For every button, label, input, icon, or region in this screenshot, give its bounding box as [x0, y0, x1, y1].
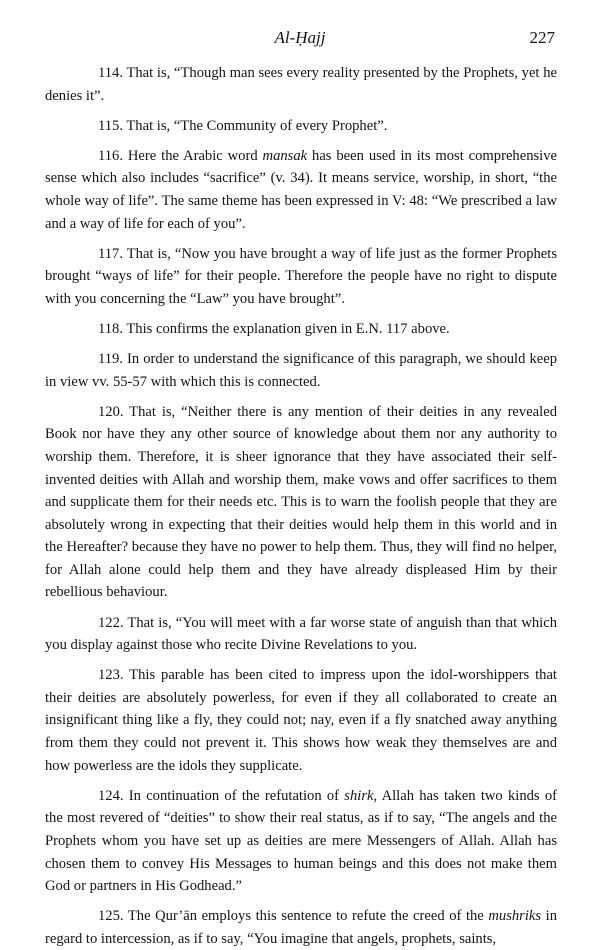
note-text: 118. This confirms the explanation given in E.N. 117 above.: [98, 320, 450, 337]
note-114: [45, 62, 557, 107]
note-115: [45, 115, 557, 138]
note-117: [45, 243, 557, 311]
note-text: 114. That is, “Though man sees every reality presented by the Prophets, yet he denies it”.: [45, 65, 557, 104]
note-124: [45, 785, 557, 898]
italic-term: shirk,: [344, 787, 378, 804]
note-text: 122. That is, “You will meet with a far worse state of anguish than that which you display against those who recite Divine Revelations to you.: [45, 614, 557, 654]
running-title: Al-Ḥajj: [274, 28, 326, 47]
note-119: [45, 348, 557, 393]
note-116: [45, 145, 557, 235]
note-text: 116. Here the Arabic word: [98, 147, 263, 164]
note-125: [45, 905, 557, 950]
note-text: 120. That is, “Neither there is any mention of their deities in any revealed Book nor have they any other source of knowledge about them nor any authority to worship them. Therefore, it is sheer ignorance that they have associated their self-invented deities with Allah and worship them, make vows and offer sacrifices to them and supplicate them for their needs etc. This is to warn the foolish people that they are absolutely wrong in expecting that their deities would help them in this world and in the Hereafter? because they have no power to help them. Thus, they will find no helper, for Allah alone could help them and they have already displeased Him by their rebellious behaviour.: [45, 403, 557, 601]
note-text: 125. The Qur’ān employs this sentence to refute the creed of the: [98, 908, 489, 925]
italic-term: mushriks: [488, 908, 542, 925]
note-120: [45, 401, 557, 604]
note-text: has been used in its most comprehensive sense which also includes “sacrifice” (v. 34). It means service, worship, in short, “the whole way of life”. The same theme has been expressed in V: 48: “We prescribed a law and a way of life for each of you”.: [45, 147, 557, 232]
note-118: [45, 318, 557, 341]
note-text: in regard to intercession, as if to say, “You imagine that angels, prophets, saints,: [45, 908, 557, 947]
note-123: [45, 664, 557, 777]
note-122: [45, 612, 557, 657]
note-text: Allah has taken two kinds of the most revered of “deities” to show their real status, as if to say, “The angels and the Prophets whom you have set up as deities are mere Messengers of Allah. Allah has chosen them to convey His Messages to human beings and this does not make them God or partners in His Godhead.”: [45, 787, 557, 895]
explanatory-notes: [45, 62, 557, 950]
note-text: 115. That is, “The Community of every Prophet”.: [98, 117, 388, 134]
page-header: [0, 28, 600, 52]
note-text: 117. That is, “Now you have brought a way of life just as the former Prophets brought “ways of life” for their people. Therefore the people have no right to dispute with you concerning the “Law” you have brought”.: [45, 245, 557, 307]
page-number: 227: [529, 28, 555, 47]
italic-term: mansak: [262, 147, 308, 164]
note-text: 119. In order to understand the significance of this paragraph, we should keep in view vv. 55-57 with which this is connected.: [45, 351, 557, 390]
note-text: 123. This parable has been cited to impress upon the idol-worshippers that their deities are absolutely powerless, for even if they all collaborated to create an insignificant thing like a fly, they could not; nay, even if a fly snatched away anything from them they could not prevent it. This shows how weak they themselves are and how powerless are the idols they supplicate.: [45, 667, 557, 774]
note-text: 124. In continuation of the refutation of: [98, 787, 345, 804]
